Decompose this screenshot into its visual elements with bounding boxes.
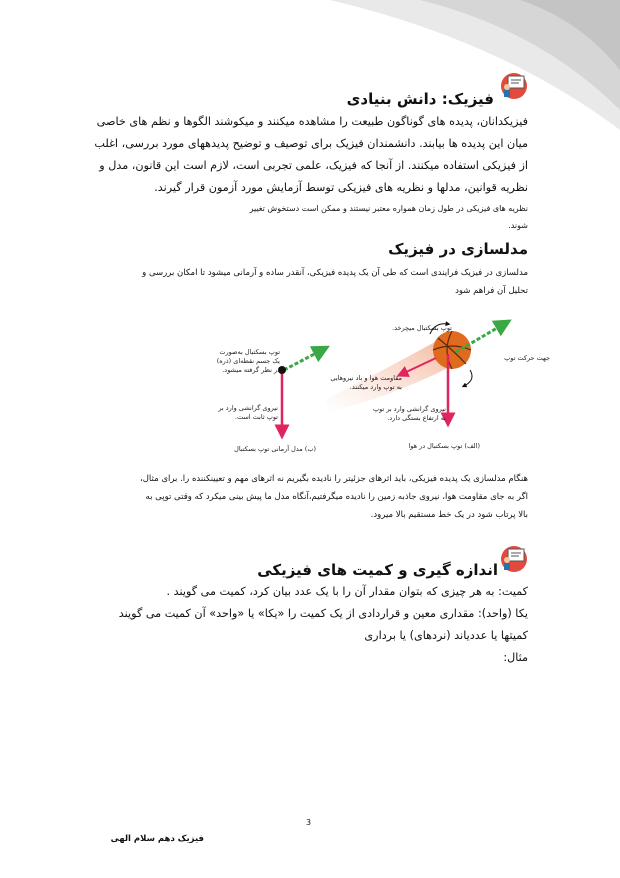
page-number: 3 bbox=[306, 818, 312, 827]
paragraph-line: نظریه قوانین، مدلها و نظریه های فیزیکی توسط آزمایش مورد آزمون قرار گیرند. bbox=[154, 181, 528, 194]
paragraph-line: بالا پرتاب شود در یک خط مستقیم بالا میرود. bbox=[370, 510, 528, 520]
paragraph-line: کمیت: به هر چیزی که بتوان مقدار آن را با یک عدد بیان کرد، کمیت می گویند . bbox=[166, 585, 528, 598]
paragraph-line: هنگام مدلسازی یک پدیده فیزیکی، باید اثرهای جزئیتر را نادیده بگیریم نه اثرهای مهم و تعیینکننده را. برای مثال، bbox=[140, 474, 528, 484]
section1-paragraph bbox=[92, 111, 528, 199]
label-ball-rotates: توپ بسکتبال میچرخد. bbox=[392, 324, 452, 332]
label-gravity-constant: نیروی گرانشی وارد بر توپ ثابت است. bbox=[218, 404, 278, 421]
label-point-particle: توپ بسکتبال به‌صورت یک جسم نقطه‌ای (ذره) در نظر گرفته میشود. bbox=[216, 348, 280, 374]
teacher-board-icon bbox=[500, 72, 528, 100]
caption-a: (الف) توپ بسکتبال در هوا bbox=[408, 442, 480, 450]
caption-b: (ب) مدل آرمانی توپ بسکتبال bbox=[234, 445, 316, 453]
paragraph-line: فیزیکدانان، پدیده های گوناگون طبیعت را مشاهده میکنند و میکوشند الگوها و نظم های خاصی bbox=[96, 115, 528, 128]
section1-note bbox=[150, 200, 528, 234]
ideal-velocity-arrow bbox=[284, 350, 322, 370]
section-title-physics-fundamental: فیزیک: دانش بنیادی bbox=[346, 90, 494, 108]
label-gravity-air: نیروی گرانشی وارد بر توپ به ارتفاع بستگی دارد. bbox=[372, 405, 446, 422]
paragraph-line: تحلیل آن فراهم شود bbox=[455, 286, 528, 296]
paragraph-line: از فیزیکی استفاده میکنند. از آنجا که فیزیک، علمی تجربی است، لازم است این قانون، مدل و bbox=[99, 159, 528, 172]
section-title-measurement: اندازه گیری و کمیت های فیزیکی bbox=[257, 561, 498, 579]
paragraph-line: اگر به جای مقاومت هوا، نیروی جاذبه زمین را نادیده میگرفتیم،آنگاه مدل ما پیش بینی میکرد که وقتی توپی به bbox=[145, 492, 528, 502]
section2-after-paragraph bbox=[92, 470, 528, 524]
note-line: نظریه های فیزیکی در طول زمان همواره معتبر نیستند و ممکن است دستخوش تغییر bbox=[249, 204, 528, 213]
basketball-model-figure bbox=[180, 312, 550, 462]
label-direction: جهت حرکت توپ bbox=[504, 354, 550, 362]
section-title-modeling: مدلسازی در فیزیک bbox=[388, 240, 528, 258]
section3-paragraph bbox=[100, 581, 528, 669]
paragraph-line: میان این پدیده ها بیابند. دانشمندان فیزیک برای توصیف و توضیح پدیدههای مورد بررسی، اغلب bbox=[94, 137, 528, 150]
teacher-board-icon bbox=[500, 545, 528, 573]
note-line: شوند. bbox=[508, 221, 528, 230]
paragraph-line: یکا (واحد): مقداری معین و قراردادی از یک کمیت را «یکا» یا «واحد» آن کمیت می گویند bbox=[118, 607, 528, 620]
paragraph-line: مثال: bbox=[503, 651, 528, 664]
footer-book-title: فیزیک دهم سلام الهی bbox=[110, 834, 204, 844]
section2-paragraph bbox=[100, 264, 528, 300]
paragraph-line: کمیتها یا عددیاند (نردهای) یا برداری bbox=[364, 629, 528, 642]
label-air-resistance: مقاومت هوا و باد نیروهایی به توپ وارد میکنند. bbox=[330, 374, 402, 391]
paragraph-line: مدلسازی در فیزیک فرایندی است که طی آن یک پدیده فیزیکی، آنقدر ساده و آرمانی میشود تا امکان بررسی و bbox=[142, 268, 528, 278]
